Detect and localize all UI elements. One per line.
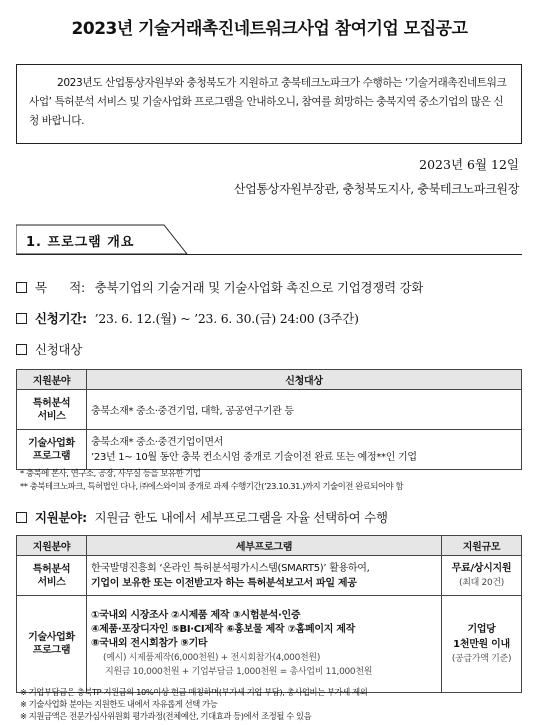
program-text: 한국발명진흥회 ‘온라인 특허분석평가시스템(SMART5)’ 활용하여, xyxy=(91,562,370,574)
scale-text: 기업당 1천만원 이내 xyxy=(453,623,510,650)
intro-text: 2023년도 산업통상자원부와 충청북도가 지원하고 충북테크노파크가 수행하는 ‘기술거래촉진네트워크사업’ 특허분석 서비스 및 기술사업화 프로그램을 안내하오니, 참여를 희망하는 충북지역 중소기업의 많은 신청 바랍니다. xyxy=(29,77,507,127)
table-row xyxy=(17,556,522,596)
field-cell: 기술사업화 프로그램 xyxy=(17,430,87,470)
section-title: 1. 프로그램 개요 xyxy=(26,235,135,250)
support-text: 지원금 한도 내에서 세부프로그램을 자율 선택하여 수행 xyxy=(94,510,388,525)
footnote: ※ 지원금액은 전문가심사위원회 평가과정(전체예산, 기대효과 등)에서 조정될 수 있음 xyxy=(20,711,312,721)
program-item: ⑧국내외 전시회참가 ⑨기타 xyxy=(91,638,208,649)
checkbox-square-icon xyxy=(16,282,27,293)
table-header: 세부프로그램 xyxy=(87,536,442,556)
purpose-label: 목 적: xyxy=(35,280,85,295)
checkbox-square-icon xyxy=(16,512,27,523)
program-table xyxy=(16,535,522,693)
target-heading-line xyxy=(16,340,82,358)
target-table xyxy=(16,369,522,470)
purpose-text: 충북기업의 기술거래 및 기술사업화 촉진으로 기업경쟁력 강화 xyxy=(94,280,424,295)
program-item: ①국내외 시장조사 ②시제품 제작 ③시험분석·인증 xyxy=(91,610,301,621)
footnote: ※ 기술사업화 분야는 지원한도 내에서 자유롭게 선택 가능 xyxy=(20,699,218,709)
target-text: 충북소재* 중소·중견기업이면서 xyxy=(91,436,224,448)
table-row xyxy=(17,596,522,693)
period-line xyxy=(16,309,359,327)
table-header: 지원분야 xyxy=(17,536,87,556)
support-line xyxy=(16,508,388,526)
scale-text: 무료/상시지원 xyxy=(451,562,512,574)
field-cell: 특허분석 서비스 xyxy=(17,390,87,430)
period-label: 신청기간: xyxy=(35,311,87,326)
target-heading: 신청대상 xyxy=(35,342,83,357)
target-text: 충북소재* 중소·중견기업, 대학, 공공연구기관 등 xyxy=(91,406,294,417)
table-header: 지원분야 xyxy=(17,370,87,390)
table-header: 지원규모 xyxy=(442,536,522,556)
program-cell xyxy=(87,596,442,693)
field-cell: 기술사업화 프로그램 xyxy=(17,596,87,693)
period-text: ’23. 6. 12.(월) ~ ’23. 6. 30.(금) 24:00 (3주간) xyxy=(94,311,359,326)
table-row xyxy=(17,390,522,430)
example-text: 지원금 10,000천원 + 기업부담금 1,000천원 = 총사업비 11,000천원 xyxy=(105,667,373,677)
section-header xyxy=(16,224,186,254)
footnote: * 충북에 본사, 연구소, 공장, 사무실 등을 보유한 기업 xyxy=(20,468,201,478)
scale-sub: (공급가액 기준) xyxy=(451,653,512,664)
scale-cell xyxy=(442,596,522,693)
intro-box xyxy=(16,64,522,144)
announcement-date: 2023년 6월 12일 xyxy=(419,157,519,172)
scale-cell xyxy=(442,556,522,596)
footnote: ** 충북테크노파크, 특허법인 다나, ㈜에스와이피 중개로 과제 수행기간(’23.10.31.)까지 기술이전 완료되어야 함 xyxy=(20,481,404,491)
section-divider xyxy=(16,254,522,255)
checkbox-square-icon xyxy=(16,344,27,355)
target-text: ’23년 1~ 10월 동안 충북 컨소시엄 중개로 기술이전 완료 또는 예정**인 기업 xyxy=(91,451,417,463)
page-title: 2023년 기술거래촉진네트워크사업 참여기업 모집공고 xyxy=(71,19,468,39)
support-label: 지원분야: xyxy=(35,510,87,525)
purpose-line xyxy=(16,278,423,296)
program-cell xyxy=(87,556,442,596)
footnote: ※ 기업부담금은 충북TP 지원금의 10%이상 현금 매칭하며(부가세 기업 부담), 총사업비는 부가세 제외 xyxy=(20,687,368,697)
target-cell xyxy=(87,390,522,430)
table-row xyxy=(17,430,522,470)
program-item: ④제품·포장디자인 ⑤BI·CI제작 ⑥홍보물 제작 ⑦홈페이지 제작 xyxy=(91,624,355,635)
field-cell: 특허분석 서비스 xyxy=(17,556,87,596)
table-header: 신청대상 xyxy=(87,370,522,390)
target-cell xyxy=(87,430,522,470)
program-text: 기업이 보유한 또는 이전받고자 하는 특허분석보고서 파일 제공 xyxy=(91,577,357,589)
scale-sub: (최대 20건) xyxy=(458,577,505,588)
signatories: 산업통상자원부장관, 충청북도지사, 충북테크노파크원장 xyxy=(233,182,519,196)
checkbox-square-icon xyxy=(16,313,27,324)
example-text: (예시) 시제품제작(6,000천원) + 전시회참가(4,000천원) xyxy=(103,653,321,663)
